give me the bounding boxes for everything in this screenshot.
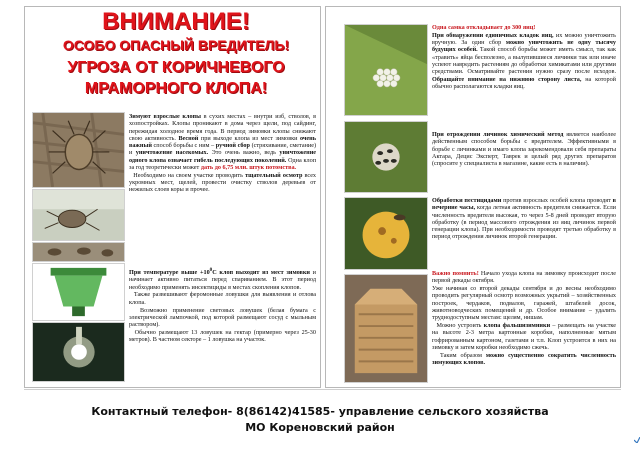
damaged-fruit-photo — [344, 197, 428, 270]
headline-dangerous-pest: ОСОБО ОПАСНЫЙ ВРЕДИТЕЛЬ! — [62, 37, 290, 53]
bugs-in-wood-photo — [32, 242, 125, 262]
right-text-chemical: При отрождении личинок химический метод является наиболее действенным способом борьбы с вредителем. Эффективными в борьбе с личинками и имаго клопа зарекомендовали себя препараты Актара, Децис Эксперт, Таврек и целый ряд других препаратов (спросите у специалиста в магазине, какие есть в наличии). — [432, 131, 616, 168]
right-text-pesticides: Обработки пестицидами против взрослых особей клопа проводят в вечерние часы, когда летная активность вредителя снижается. Если численность вредителя высокая, то через 5-8 дней проводят вторую обработку (в период массового отрождения из яиц личинок первой генерации клопа). При необходимости проводят третью обработку в период отрождения личинок второй генерации. — [432, 197, 616, 241]
left-text-traps: При температуре выше $+10^0С$ клоп выходит из мест зимовки и начинает активно питаться перед спариванием. В этот период необходимо применять инсектициды в местах скопления клопов. Также развешивают феромонные ловушки для выявления и отлова клопа. Возможно применение световых ловушек (белая бумага с электрической лампочкой, под которой размещают сосуд с мыльным раствором). Обычно размещают 13 ловушек на гектар (примерно через 25-30 метров). В частном секторе – 1 ловушка на участок. — [129, 267, 316, 344]
left-text-wintering: Зимуют взрослые клопы в сухих местах – внутри изб, стволов, в хозпостройках. Клопы проникают в дома через щели, под сайдинг, пережидая холодное время года. В период зимовки клопы снижают свою активность. Весной при выходе клопа из мест зимовки очень важный способ борьбы с ним – ручной сбор (стряхивание, сметание) и уничтожение насекомых. Это очень важно, ведь уничтожение одного клопа означает гибель последующих поколений. Одна клоп за год теоретически может дать до 6,75 млн. штук потомства. Необходимо на своем участке проводить тщательный осмотр всех укромных мест, щелей, провести очистку стволов деревьев от нежилых слоев коры и прочее. — [129, 113, 316, 194]
headline-marble-bug: МРАМОРНОГО КЛОПА! — [84, 80, 268, 97]
bug-on-leaf-photo — [32, 189, 125, 241]
light-trap-photo — [32, 322, 125, 382]
egg-cluster-photo — [344, 24, 428, 116]
bug-on-bark-photo — [32, 112, 125, 188]
corner-mark-icon — [634, 437, 640, 443]
headline-attention: ВНИМАНИЕ! — [102, 8, 250, 35]
right-text-eggs: Одна самка откладывает до 300 яиц! При обнаружении единичных кладок яиц, их можно уничтожить вручную. За один сбор можно уничтожить не одну тысячу будущих особей. Такой способ борьбы может иметь смысл, так как «травить» яйца бесполезно, а вылупившиеся личинки так или иначе успеют навредить растениям до обработки химикатами или другими средствами. Осматривайте растения нужно сразу после всходов. Обращайте внимание на нижнюю сторону листа, на которой обычно располагаются кладки яиц. — [432, 24, 616, 90]
nymphs-photo — [344, 121, 428, 193]
right-text-remember: Важно помнить! Начало ухода клопа на зимовку происходит после первой декады октября. Уже начиная со второй декады сентября и до весны необходимо проводить регулярный осмотр возможных укрытий – хозяйственных построек, чердаков, подвалов, гаражей, штабелей досок, животноводческих помещений и др. Особое внимание – удалить труднодоступным местам: щелям, нишам. Можно устроить клопа фальшизимники – размещать на участке на высоте 2-3 метра картонные коробки, наполненные мятым гофрированным картоном, газетами и т.п. Клоп устроится в них на зимовку и затем коробки необходимо сжечь. Таким образом можно существенно сократить численность зимующих клопов. — [432, 270, 616, 367]
footer-district: МО Кореновский район — [245, 421, 395, 434]
green-box-trap-photo — [32, 263, 125, 321]
cardboard-box-photo — [344, 274, 428, 383]
page-shadow-divider — [24, 389, 621, 390]
footer-contact-phone: Контактный телефон- 8(86142)41585- управление сельского хозяйства — [91, 405, 549, 418]
headline-threat: УГРОЗА ОТ КОРИЧНЕВОГО — [67, 59, 285, 76]
